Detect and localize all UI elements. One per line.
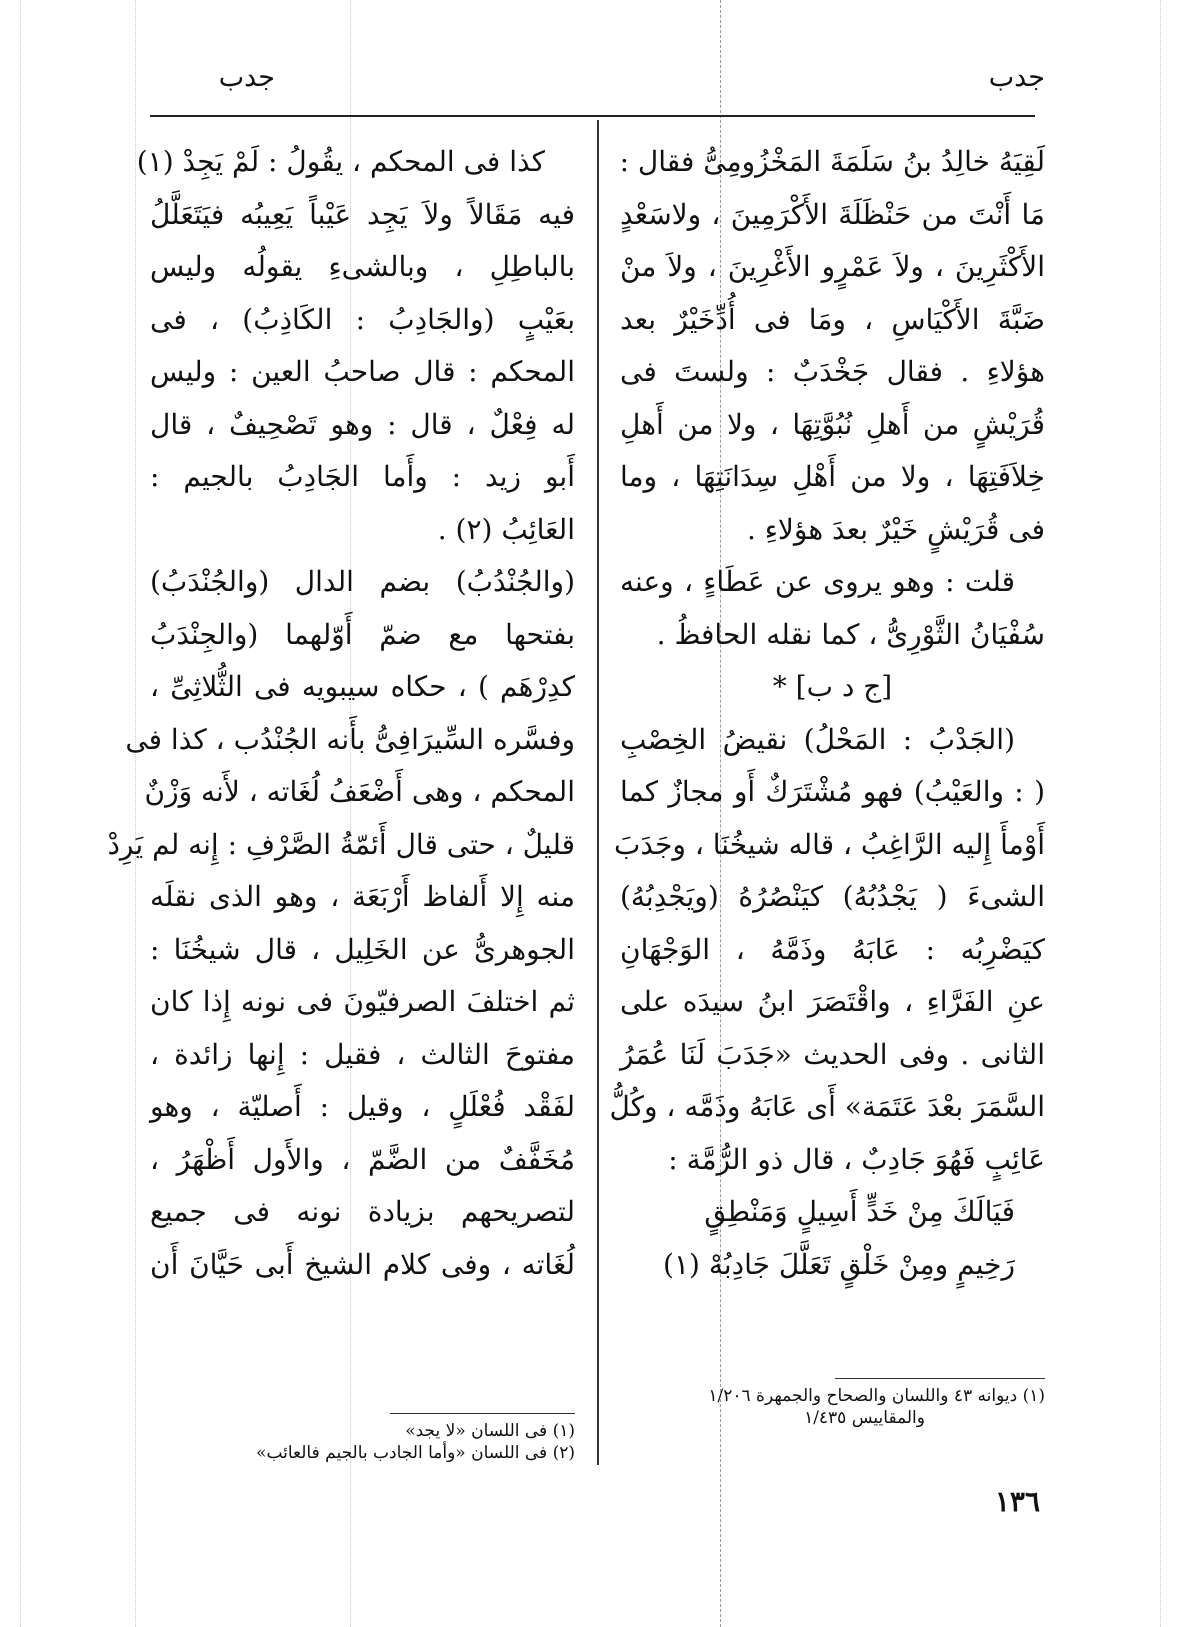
scan-guide-line (20, 0, 21, 1627)
scan-guide-line (1160, 0, 1161, 1627)
text-line: وفسَّره السِّيرَافِىُّ بأَنه الجُنْدُب ، كذا فى (125, 722, 575, 756)
footnote: (١) فى اللسان «لا يجد» (405, 1421, 575, 1441)
text-line: فى قُرَيْشٍ خَيْرٌ بعدَ هؤلاءِ . (746, 512, 1045, 546)
text-line: كذا فى المحكم ، يقُولُ : لَمْ يَجِدْ (١) (136, 145, 545, 178)
text-line: قلت : وهو يروى عن عَطَاءٍ ، وعنه (620, 565, 1015, 598)
text-line: السَّمَرَ بعْدَ عَتَمَة» أَى عَابَهُ وذَمَّه ، وكُلُّ (609, 1090, 1045, 1123)
text-line: ( : والعَيْبُ) فهو مُشْتَرَكٌ أَو مجازٌ كما (620, 775, 1045, 808)
footnotes-left (190, 1420, 575, 1464)
text-line: كيَضْرِبُه : عَابَهُ وذَمَّهُ ، الوَجْهَانِ (620, 932, 1045, 966)
text-line: لَقِيَهُ خالِدُ بنُ سَلَمَةَ المَخْزُومِىُّ فقال : (619, 145, 1045, 178)
text-line: مُخَفَّفٌ من الضَّمّ ، والأَول أَظْهَرُ ، (150, 1142, 575, 1176)
text-line: مفتوحَ الثالث ، فقيل : إِنها زائدة ، (150, 1037, 575, 1071)
text-line: عنِ الفَرَّاءِ ، واقْتَصَرَ ابنُ سيدَه على (620, 985, 1045, 1018)
text-line: بعَيْبٍ (والجَادِبُ : الكَاذِبُ) ، فى (150, 302, 575, 336)
text-line: لُغَاته ، وفى كلام الشيخ أَبى حَيَّانَ أَن (150, 1247, 575, 1281)
footnote-rule-right (835, 1378, 1045, 1379)
text-line: مَا أَنْتَ من حَنْظَلَةَ الأَكْرَمِينَ ، ولاسَعْدٍ (620, 197, 1045, 231)
text-line: المحكم : قال صاحبُ العين : وليس (150, 355, 575, 388)
poetry-line: رَخِيمٍ ومِنْ خَلْقٍ تَعَلَّلَ جَادِبُهْ (١) (663, 1247, 1015, 1281)
footnote: (٢) فى اللسان «وأما الجادب بالجيم فالعائب» (256, 1443, 575, 1463)
text-line: بالباطِلِ ، وبالشىءِ يقولُه وليس (150, 250, 575, 283)
footnote: والمقاييس ١/٤٣٥ (804, 1408, 925, 1428)
left-column (107, 136, 575, 1291)
text-line: (الجَدْبُ : المَحْلُ) نقيضُ الخِصْبِ (620, 722, 1015, 756)
text-line: عَائِبٍ فَهُوَ جَادِبٌ ، قال ذو الرُّمَّة : (668, 1142, 1045, 1176)
text-line: الجوهرىُّ عن الخَلِيل ، قال شيخُنَا : (150, 932, 575, 966)
footnotes-right (615, 1385, 1045, 1429)
header-rule (150, 115, 1035, 117)
poetry-line: فَيَالَكَ مِنْ خَدٍّ أَسِيلٍ وَمَنْطِقٍ (704, 1195, 1015, 1228)
text-line: لفَقْد فُعْلَلٍ ، وقيل : أَصليّة ، وهو (150, 1090, 575, 1123)
text-line: فيه مَقَالاً ولاَ يَجِد عَيْباً يَعِيبُه فيَتَعَلَّلُ (150, 197, 575, 231)
text-line: له فِعْلٌ ، قال : وهو تَصْحِيفٌ ، قال (150, 407, 575, 441)
text-line: ثم اختلفَ الصرفيّونَ فى نونه إِذا كان (150, 985, 575, 1018)
text-line: خِلاَفَتِهَا ، ولا من أَهْلِ سِدَانَتِهَا ، وما (620, 460, 1045, 493)
entry-heading: [ج د ب] * (772, 670, 893, 703)
text-line: أَوْمأَ إِليه الرَّاغِبُ ، قاله شيخُنَا ، وجَدَبَ (614, 827, 1045, 861)
text-line: المحكم ، وهى أَضْعَفُ لُغَاته ، لأَنه وَزْنٌ (144, 775, 575, 808)
footnote: (١) ديوانه ٤٣ واللسان والصحاح والجمهرة ١/٢٠٦ (708, 1386, 1045, 1406)
text-line: قُرَيْشٍ من أَهلِ نُبُوَّتِهَا ، ولا من أَهلِ (620, 407, 1045, 441)
text-line: كدِرْهَم ) ، حكاه سيبويه فى الثُّلاثِىِّ ، (150, 670, 575, 703)
text-line: أَبو زيد : وأَما الجَادِبُ بالجيم : (150, 460, 575, 493)
text-line: قليلٌ ، حتى قال أَئمّةُ الصَّرْفِ : إِنه لم يَرِدْ (107, 827, 575, 861)
text-line: العَائِبُ (٢) . (437, 512, 575, 546)
text-line: بفتحها مع ضمّ أَوّلهما (والجِنْدَبُ (150, 617, 575, 651)
text-line: سُفْيَانُ الثَّوْرِىُّ ، كما نقله الحافظُ . (656, 617, 1045, 651)
text-line: لتصريحهم بزيادة نونه فى جميع (150, 1195, 575, 1228)
text-line: ضَبَّةَ الأَكْيَاسِ ، ومَا فى أُدِّخَيْرٌ بعد (620, 302, 1045, 336)
right-column (609, 136, 1045, 1291)
text-line: هؤلاءِ . فقال جَخْدَبٌ : ولستَ فى (620, 355, 1045, 388)
text-line: منه إِلا أَلفاظ أَرْبَعَة ، وهو الذى نقلَه (150, 880, 575, 913)
footnote-rule-left (390, 1413, 575, 1414)
scan-guide-line (135, 0, 136, 1627)
text-line: الشىءَ ( يَجْدُبُهُ) كيَنْصُرُهُ (ويَجْدِبُهُ) (620, 880, 1045, 913)
text-line: (والجُنْدُبُ) بضم الدال (والجُنْدَبُ) (150, 565, 575, 598)
running-head-right: جدب (988, 62, 1045, 93)
text-line: الأَكْثَرِينَ ، ولاَ عَمْرٍو الأَغْرِينَ ، ولاَ منْ (620, 250, 1045, 283)
page-number: ١٣٦ (994, 1485, 1040, 1518)
text-line: الثانى . وفى الحديث «جَدَبَ لَنَا عُمَرُ (620, 1037, 1045, 1071)
running-head-left: جدب (218, 62, 275, 93)
column-divider (597, 120, 599, 1465)
